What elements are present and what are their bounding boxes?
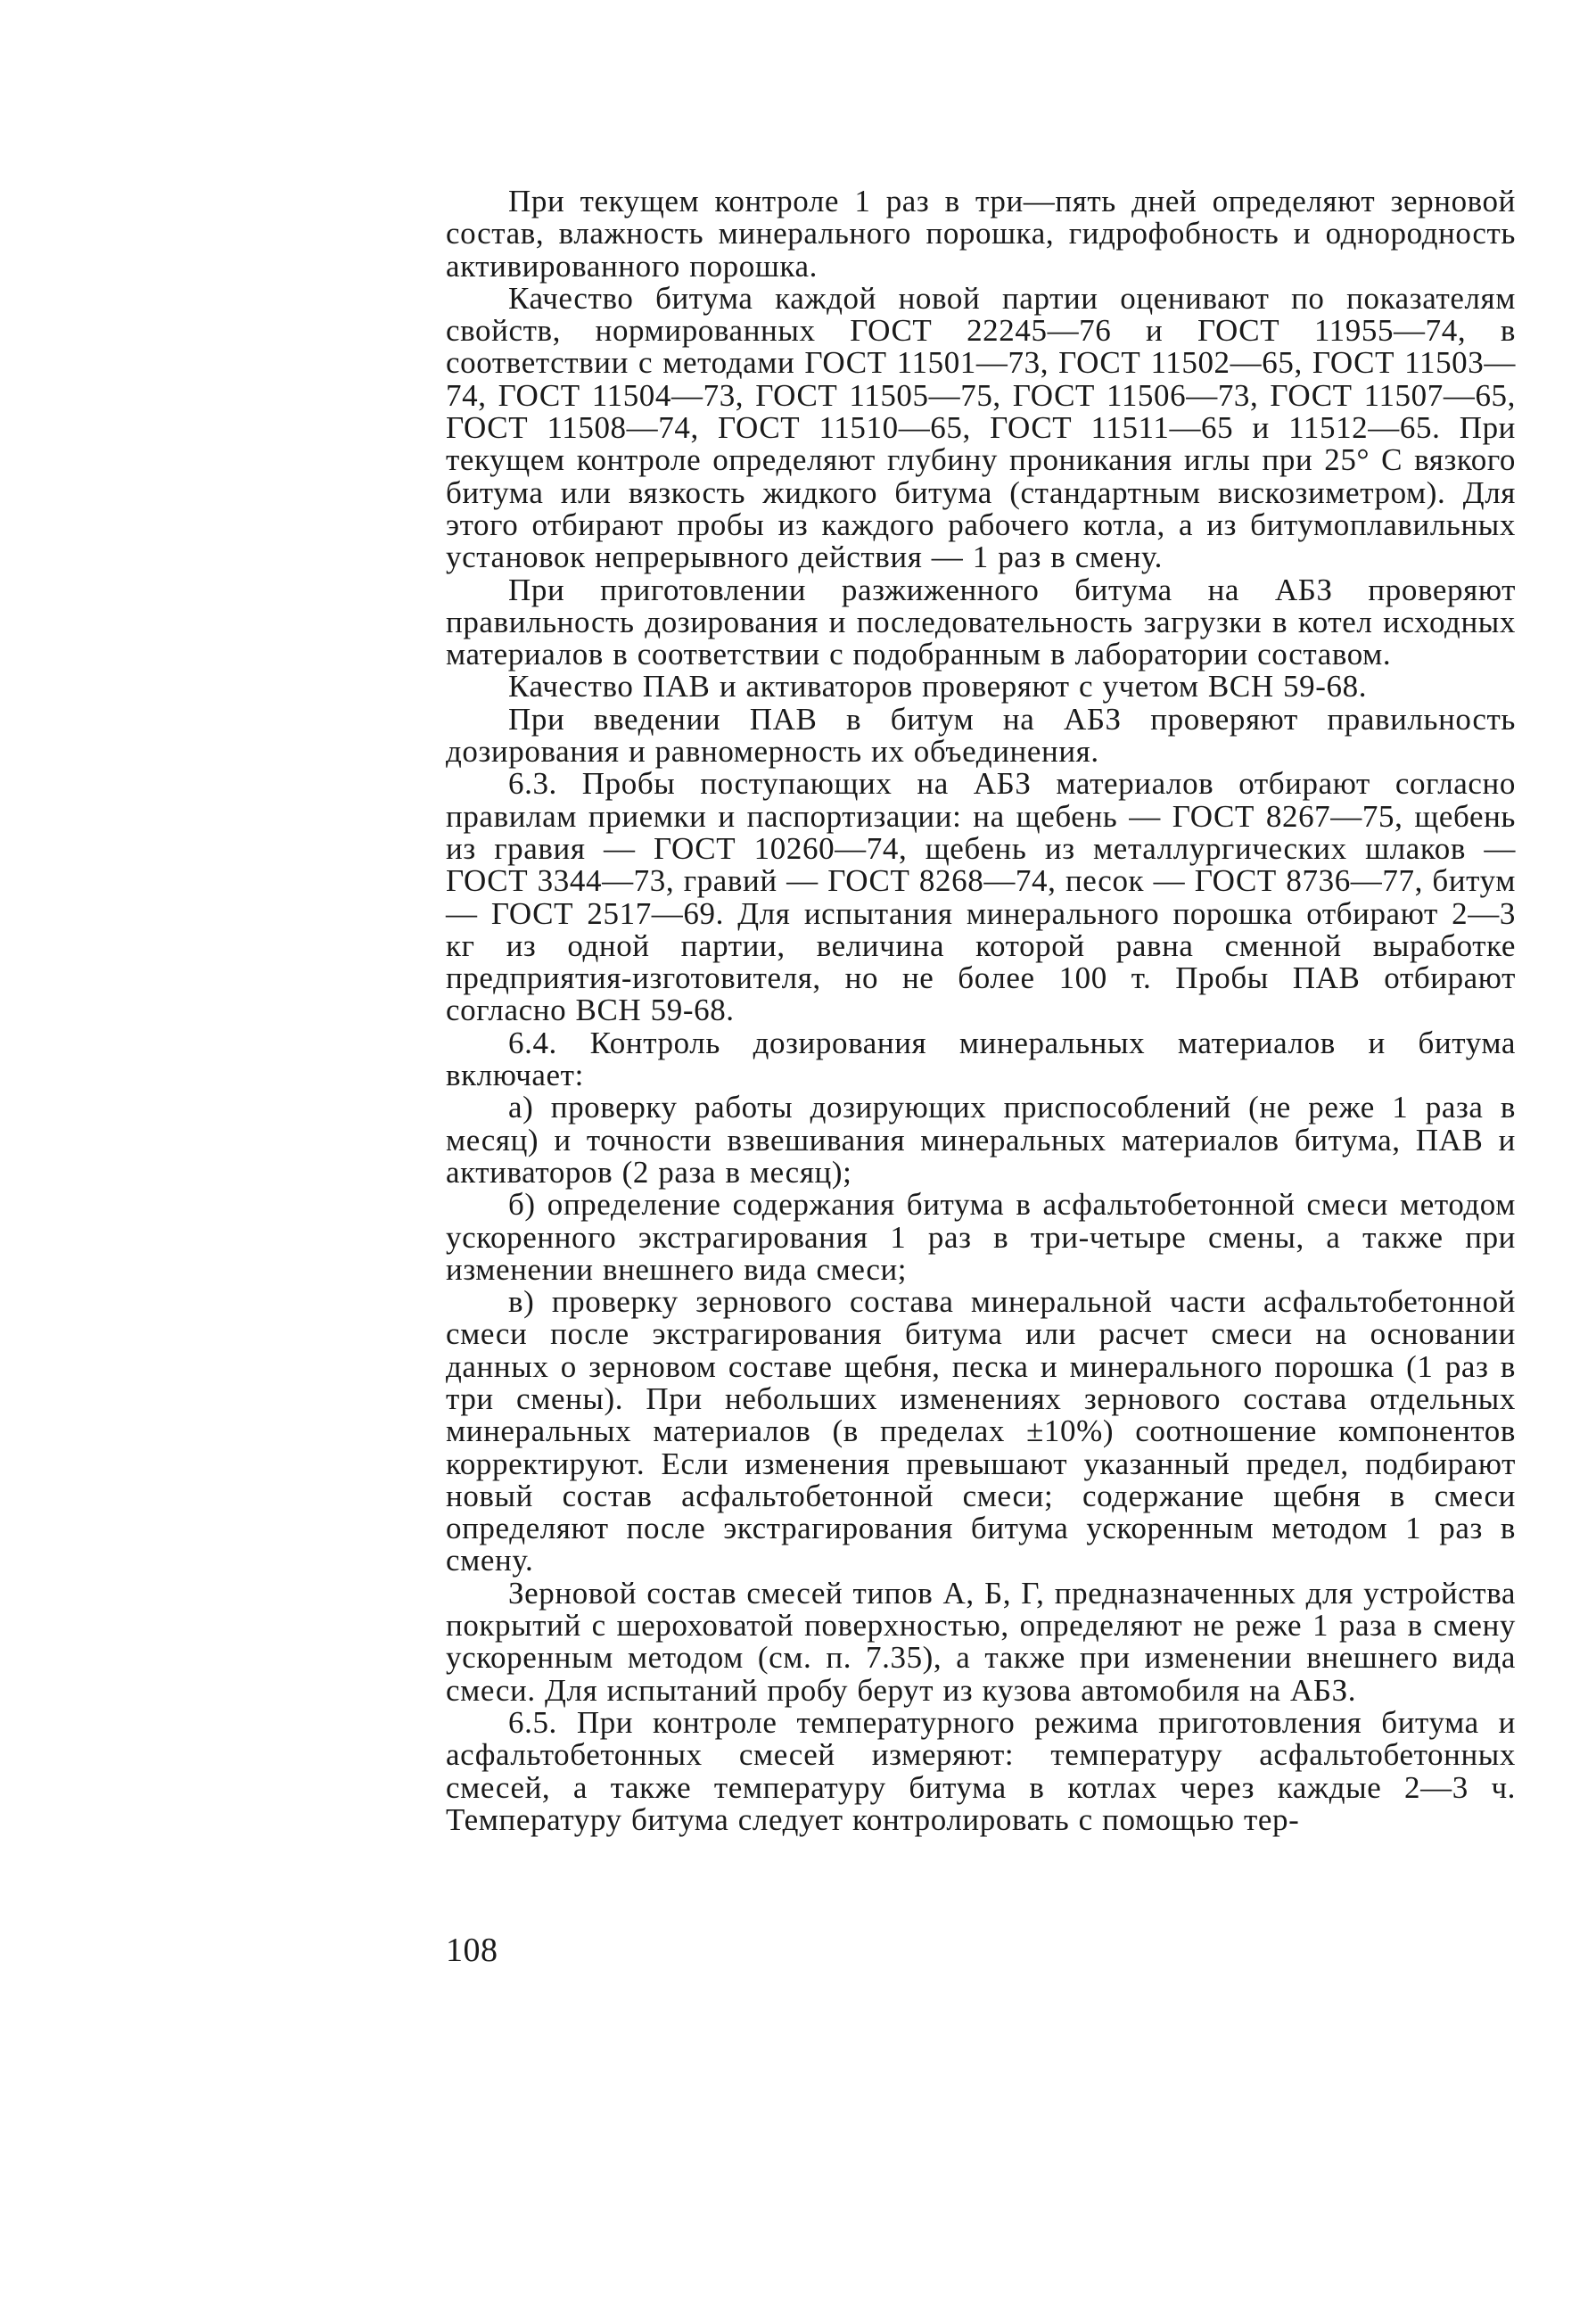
paragraph-section-6-4: 6.4. Контроль дозирования минеральных материалов и битума включает:	[446, 1025, 1516, 1093]
paragraph-section-6-5: 6.5. При контроле температурного режима приготовления битума и асфальтобетонных смесей измеряют: температуру асфальтобетонных смесей, а также температуру битума в котлах через каждые 2—3 ч. Температуру битума следует контролировать с помощью тер-	[446, 1704, 1516, 1837]
paragraph-pav-quality: Качество ПАВ и активаторов проверяют с учетом ВСН 59-68.	[508, 669, 1368, 705]
paragraph-grain-composition: Зерновой состав смесей типов А, Б, Г, предназначенных для устройства покрытий с шероховатой поверхностью, определяют не реже 1 раза в смену ускоренным методом (см. п. 7.35), а также при изменении внешнего вида смеси. Для испытаний пробу берут из кузова автомобиля на АБЗ.	[446, 1575, 1516, 1708]
page-number: 108	[446, 1932, 498, 1969]
paragraph-bitumen-quality: Качество битума каждой новой партии оценивают по показателям свойств, нормированных ГОСТ 22245—76 и ГОСТ 11955—74, в соответствии с методами ГОСТ 11501—73, ГОСТ 11502—65, ГОСТ 11503—74, ГОСТ 11504—73, ГОСТ 11505—75, ГОСТ 11506—73, ГОСТ 11507—65, ГОСТ 11508—74, ГОСТ 11510—65, ГОСТ 11511—65 и 11512—65. При текущем контроле определяют глубину проникания иглы при 25° С вязкого битума или вязкость жидкого битума (стандартным вискозиметром). Для этого отбирают пробы из каждого рабочего котла, а из битумоплавильных установок непрерывного действия — 1 раз в смену.	[446, 280, 1516, 575]
paragraph-pav-introduction: При введении ПАВ в битум на АБЗ проверяют правильность дозирования и равномерность их объединения.	[446, 701, 1516, 770]
list-item-a: а) проверку работы дозирующих приспособлений (не реже 1 раза в месяц) и точности взвешивания минеральных материалов битума, ПАВ и активаторов (2 раза в месяц);	[446, 1090, 1516, 1190]
paragraph-current-control: При текущем контроле 1 раз в три—пять дней определяют зерновой состав, влажность минерального порошка, гидрофобность и однородность активированного порошка.	[446, 184, 1516, 284]
paragraph-section-6-3: 6.3. Пробы поступающих на АБЗ материалов отбирают согласно правилам приемки и паспортизации: на щебень — ГОСТ 8267—75, щебень из гравия — ГОСТ 10260—74, щебень из металлургических шлаков — ГОСТ 3344—73, гравий — ГОСТ 8268—74, песок — ГОСТ 8736—77, битум — ГОСТ 2517—69. Для испытания минерального порошка отбирают 2—3 кг из одной партии, величина которой равна сменной выработке предприятия-изготовителя, но не более 100 т. Пробы ПАВ отбирают согласно ВСН 59-68.	[446, 766, 1516, 1028]
page-body	[446, 185, 1516, 1836]
paragraph-liquefied-bitumen: При приготовлении разжиженного битума на АБЗ проверяют правильность дозирования и последовательность загрузки в котел исходных материалов в соответствии с подобранным в лаборатории составом.	[446, 572, 1516, 672]
list-item-v: в) проверку зернового состава минеральной части асфальтобетонной смеси после экстрагирования битума или расчет смеси на основании данных о зерновом составе щебня, песка и минерального порошка (1 раз в три смены). При небольших изменениях зернового состава отдельных минеральных материалов (в пределах ±10%) соотношение компонентов корректируют. Если изменения превышают указанный предел, подбирают новый состав асфальтобетонной смеси; содержание щебня в смеси определяют после экстрагирования битума ускоренным методом 1 раз в смену.	[446, 1284, 1516, 1578]
list-item-b: б) определение содержания битума в асфальтобетонной смеси методом ускоренного экстрагирования 1 раз в три-четыре смены, а также при изменении внешнего вида смеси;	[446, 1187, 1516, 1287]
